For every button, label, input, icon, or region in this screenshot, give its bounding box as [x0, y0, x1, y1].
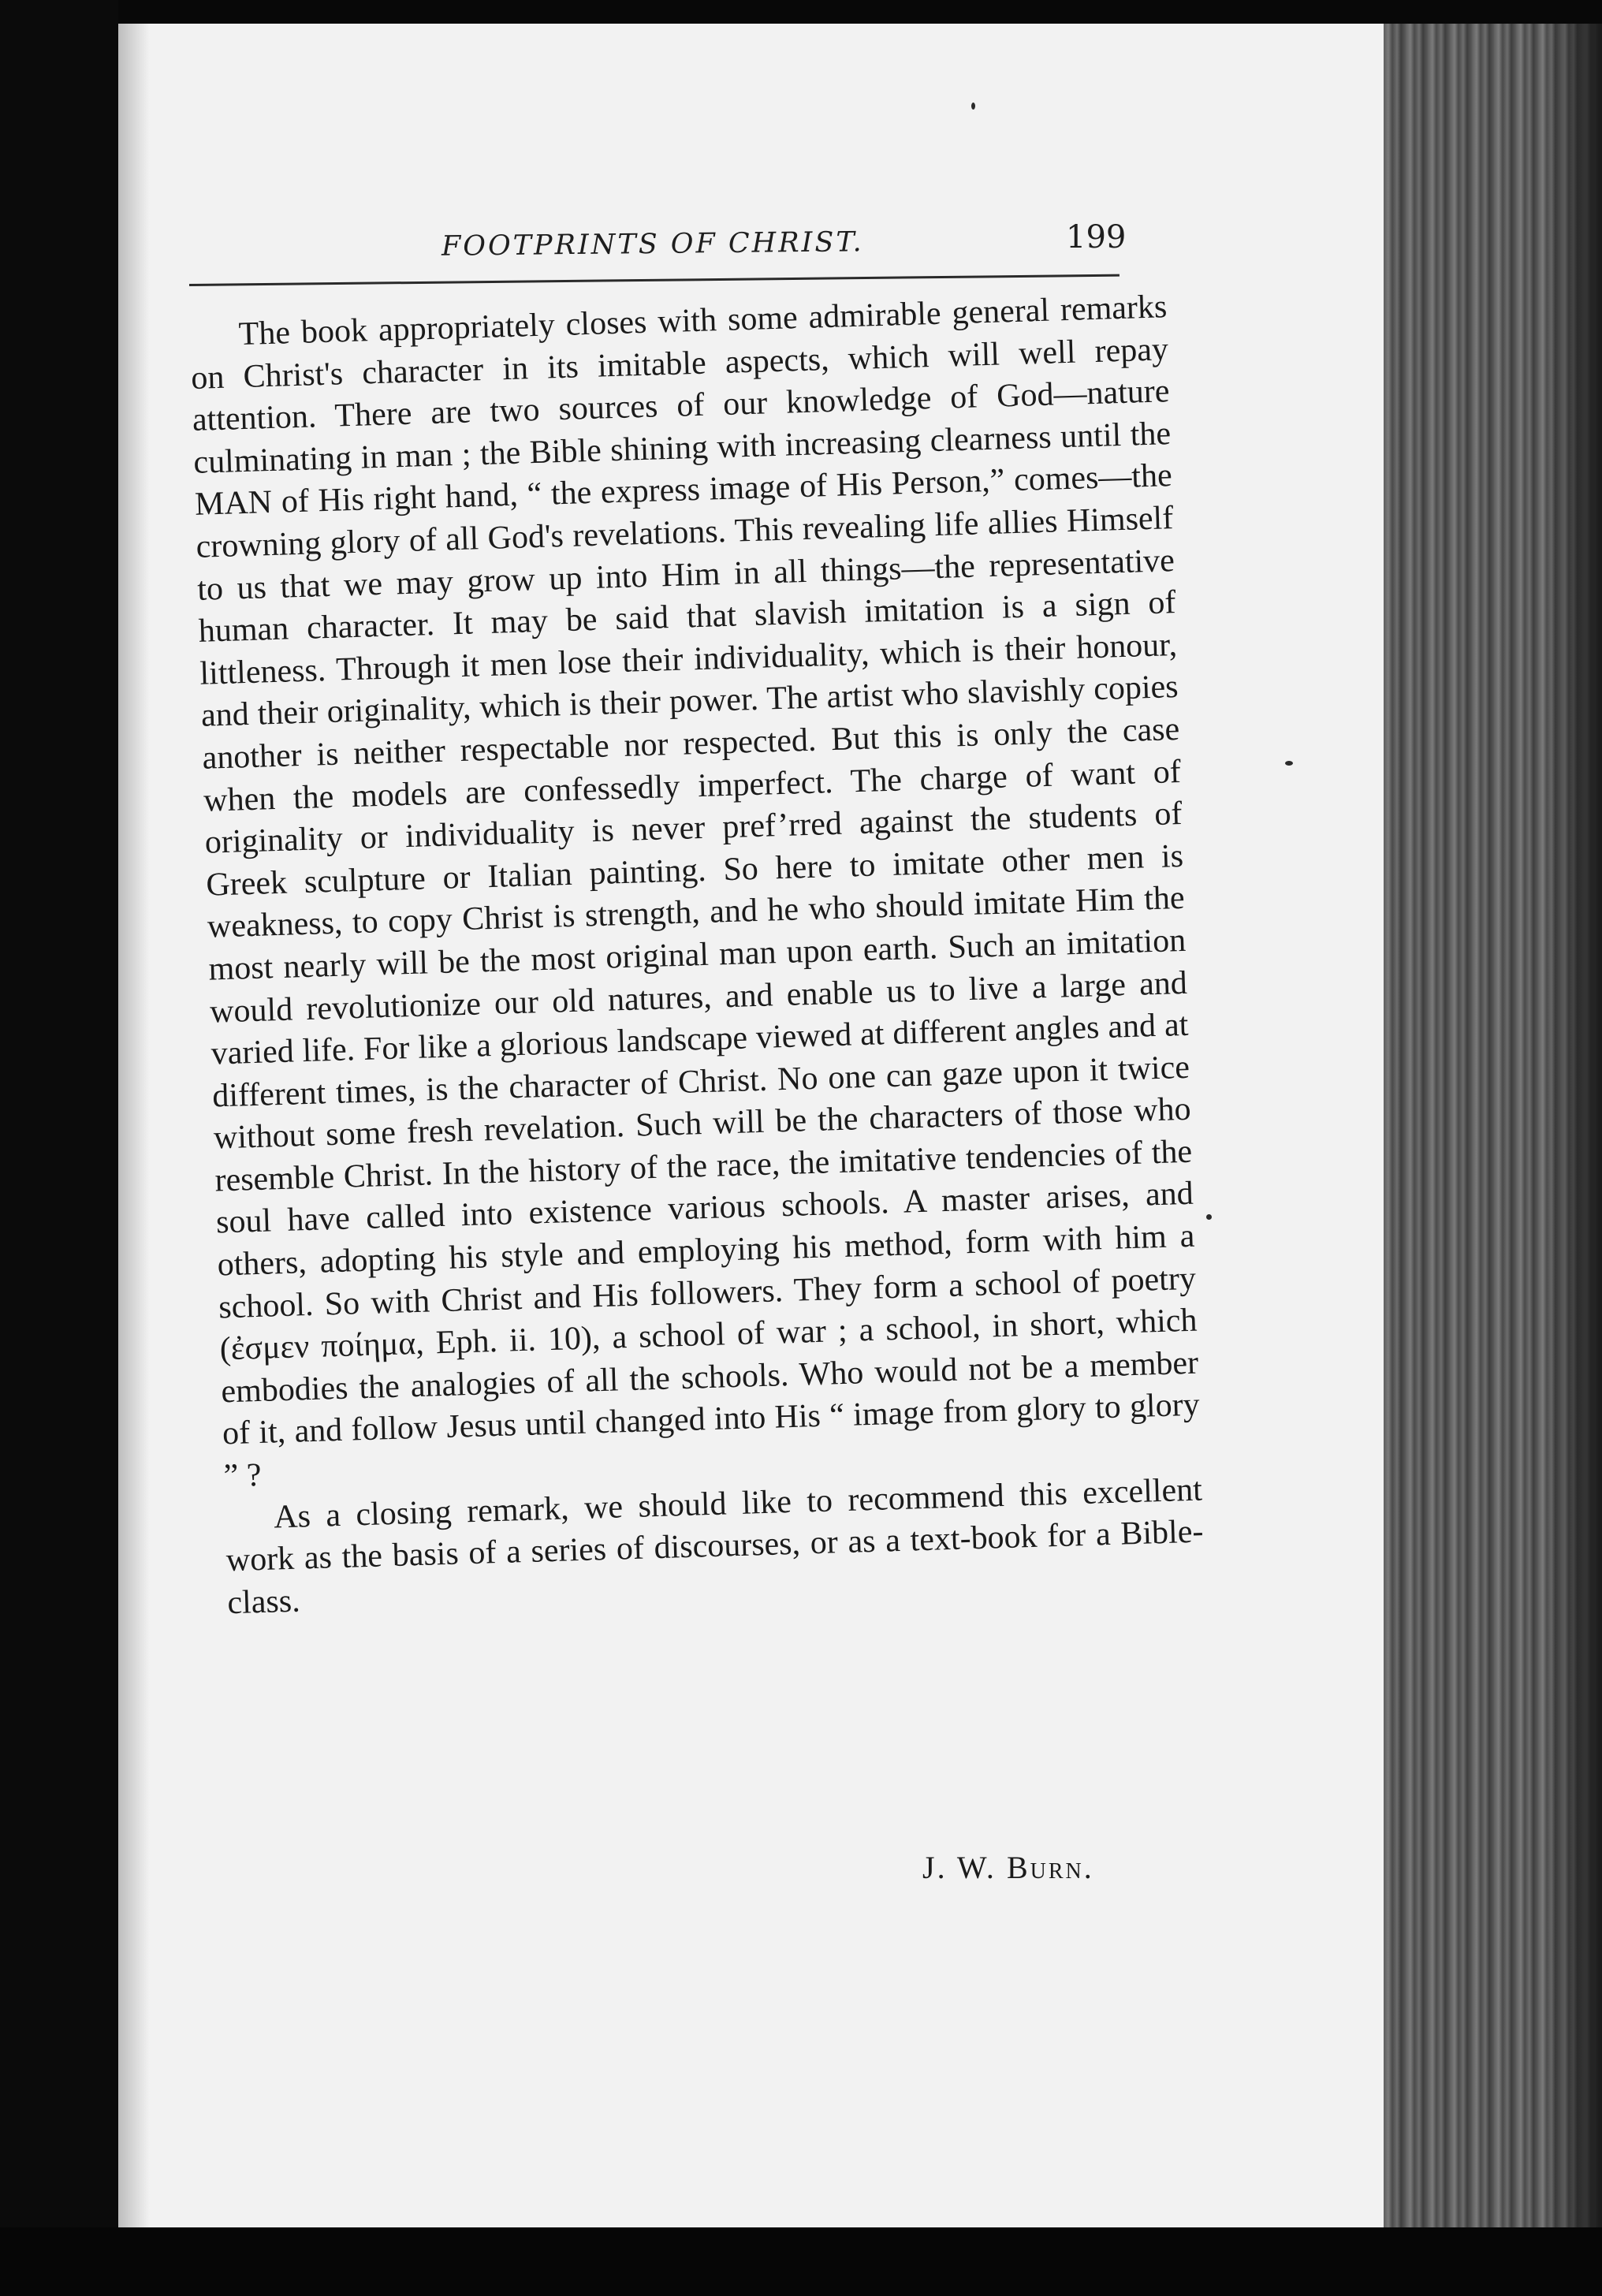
running-head: FOOTPRINTS OF CHRIST.	[441, 226, 864, 263]
scan-bottom-border	[0, 2227, 1602, 2296]
scan-speck	[1206, 1214, 1212, 1220]
paragraph: As a closing remark, we should like to recommend this excellent work as the basis of a series of discourses, or as a text-book for a Bible-class.	[225, 1471, 1205, 1622]
author-surname: Burn.	[1006, 1850, 1094, 1885]
scan-left-border	[0, 0, 118, 2296]
article-body	[189, 286, 1205, 1624]
page-gutter-shadow	[118, 24, 150, 2227]
paragraph: The book appropriately closes with some admirable general remarks on Christ's character in its imitable aspects, which will well repay attention. There are two sources of our knowledge of God—nature culminating in man ; the Bible shining with increasing clearness until the MAN of His right hand, “ the express image of His Person,” comes—the crowning glory of all God's revelations. This revealing life allies Himself to us that we may grow up into Him in all things—the representative human character. It may be said that slavish imitation is a sign of littleness. Through it men lose their individuality, which is their honour, and their originality, which is their power. The artist who slavishly copies another is neither respectable nor respected. But this is only the case when the models are confessedly imperfect. The charge of want of originality or individuality is never pref’rred against the students of Greek sculpture or Italian painting. So here to imitate other men is weakness, to copy Christ is strength, and he who should imitate Him the most nearly will be the most original man upon earth. Such an imitation would revolutionize our old natures, and enable us to live a large and varied life. For like a glorious landscape viewed at different angles and at different times, is the character of Christ. No one can gaze upon it twice without some fresh revelation. Such will be the characters of those who resemble Christ. In the history of the race, the imitative tendencies of the soul have called into existence various schools. A master arises, and others, adopting his style and employing his method, form with him a school. So with Christ and His followers. They form a school of poetry (ἐσμεν ποίημα, Eph. ii. 10), a school of war ; a school, in short, which embodies the analogies of all the schools. Who would not be a member of it, and follow Jesus until changed into His “ image from glory to glory ” ?	[190, 289, 1201, 1495]
book-fore-edge	[1384, 24, 1602, 2227]
author-signature	[922, 1849, 1094, 1886]
scan-speck	[971, 102, 975, 110]
author-initials: J. W.	[922, 1850, 997, 1885]
scan-speck	[1285, 761, 1293, 766]
page-number: 199	[1066, 219, 1127, 255]
